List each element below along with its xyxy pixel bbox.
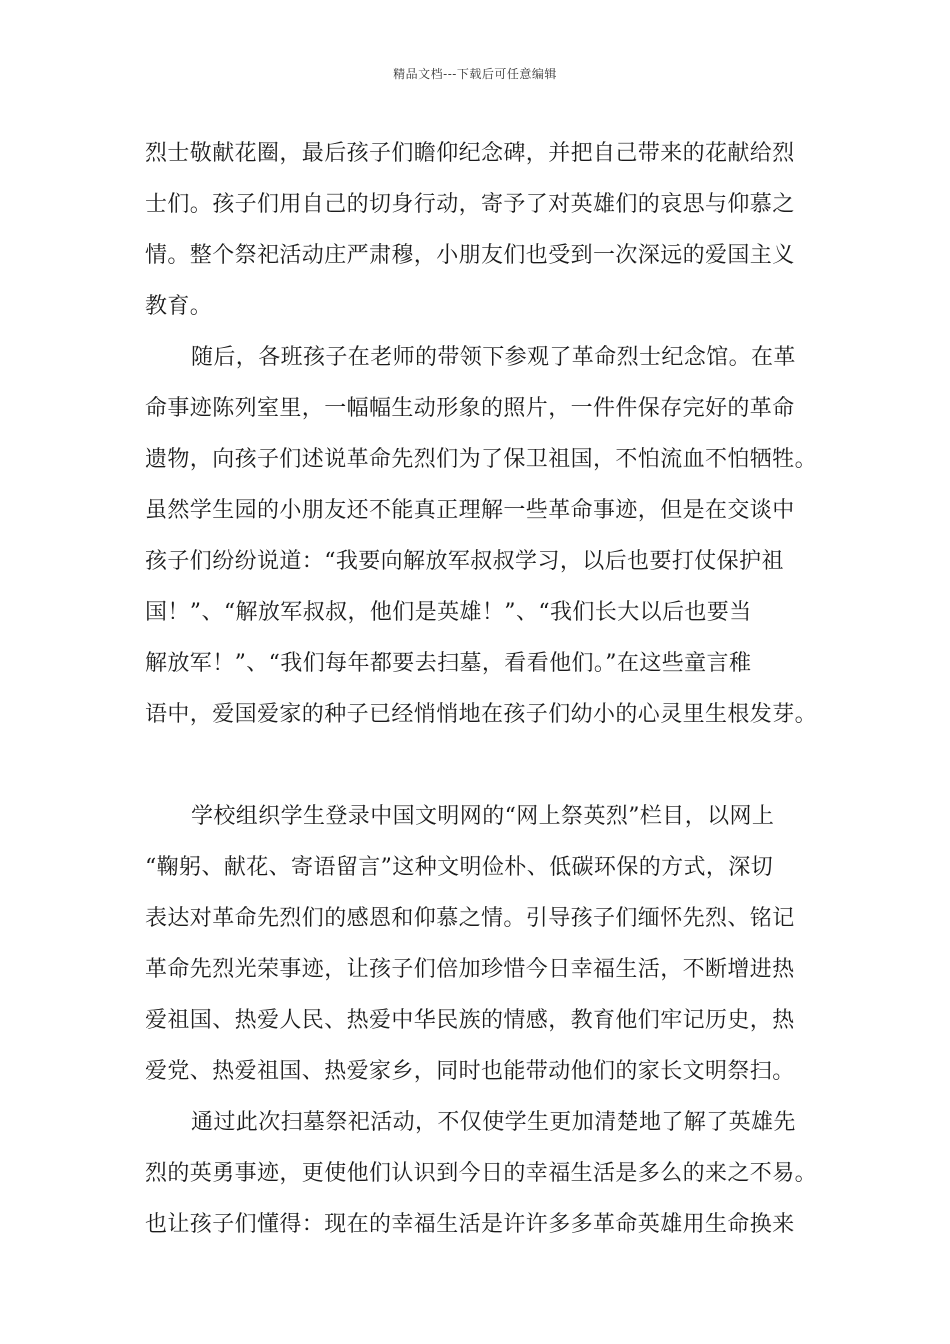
text-line: 通过此次扫墓祭祀活动，不仅使学生更加清楚地了解了英雄先	[191, 1110, 796, 1135]
document-body	[145, 128, 818, 1250]
text-line: 随后，各班孩子在老师的带领下参观了革命烈士纪念馆。在革	[191, 345, 796, 370]
paragraph-spacer	[145, 740, 809, 791]
text-line: 国！”、“解放军叔叔，他们是英雄！”、“我们长大以后也要当	[145, 600, 752, 625]
text-line: 革命先烈光荣事迹，让孩子们倍加珍惜今日幸福生活，不断增进热	[145, 957, 795, 982]
text-line: 表达对革命先烈们的感恩和仰慕之情。引导孩子们缅怀先烈、铭记	[145, 906, 795, 931]
paragraph	[145, 332, 818, 740]
text-line: 烈士敬献花圈，最后孩子们瞻仰纪念碑，并把自己带来的花献给烈	[145, 141, 795, 166]
text-line: 虽然学生园的小朋友还不能真正理解一些革命事迹，但是在交谈中	[145, 498, 795, 523]
paragraph	[145, 128, 809, 332]
text-line: 学校组织学生登录中国文明网的“网上祭英烈”栏目，以网上	[191, 804, 775, 829]
text-line: 爱祖国、热爱人民、热爱中华民族的情感，教育他们牢记历史，热	[145, 1008, 795, 1033]
text-line: 士们。孩子们用自己的切身行动，寄予了对英雄们的哀思与仰慕之	[145, 192, 795, 217]
text-line: 命事迹陈列室里，一幅幅生动形象的照片，一件件保存完好的革命	[145, 396, 795, 421]
text-line: 遗物，向孩子们述说革命先烈们为了保卫祖国，不怕流血不怕牺牲。	[145, 447, 818, 472]
text-line: 孩子们纷纷说道：“我要向解放军叔叔学习，以后也要打仗保护祖	[145, 549, 784, 574]
paragraph	[145, 1097, 818, 1250]
text-line: 爱党、热爱祖国、热爱家乡，同时也能带动他们的家长文明祭扫。	[145, 1059, 795, 1084]
text-line: 解放军！”、“我们每年都要去扫墓，看看他们。”在这些童言稚	[145, 651, 752, 676]
text-line: “鞠躬、献花、寄语留言”这种文明俭朴、低碳环保的方式，深切	[145, 855, 774, 880]
paragraph	[145, 791, 809, 1097]
text-line: 烈的英勇事迹，更使他们认识到今日的幸福生活是多么的来之不易。	[145, 1161, 818, 1186]
text-line: 教育。	[145, 294, 213, 319]
text-line: 也让孩子们懂得：现在的幸福生活是许许多多革命英雄用生命换来	[145, 1212, 795, 1237]
page-header: 精品文档---下载后可任意编辑	[393, 67, 557, 81]
text-line: 情。整个祭祀活动庄严肃穆，小朋友们也受到一次深远的爱国主义	[145, 243, 795, 268]
text-line: 语中，爱国爱家的种子已经悄悄地在孩子们幼小的心灵里生根发芽。	[145, 702, 818, 727]
